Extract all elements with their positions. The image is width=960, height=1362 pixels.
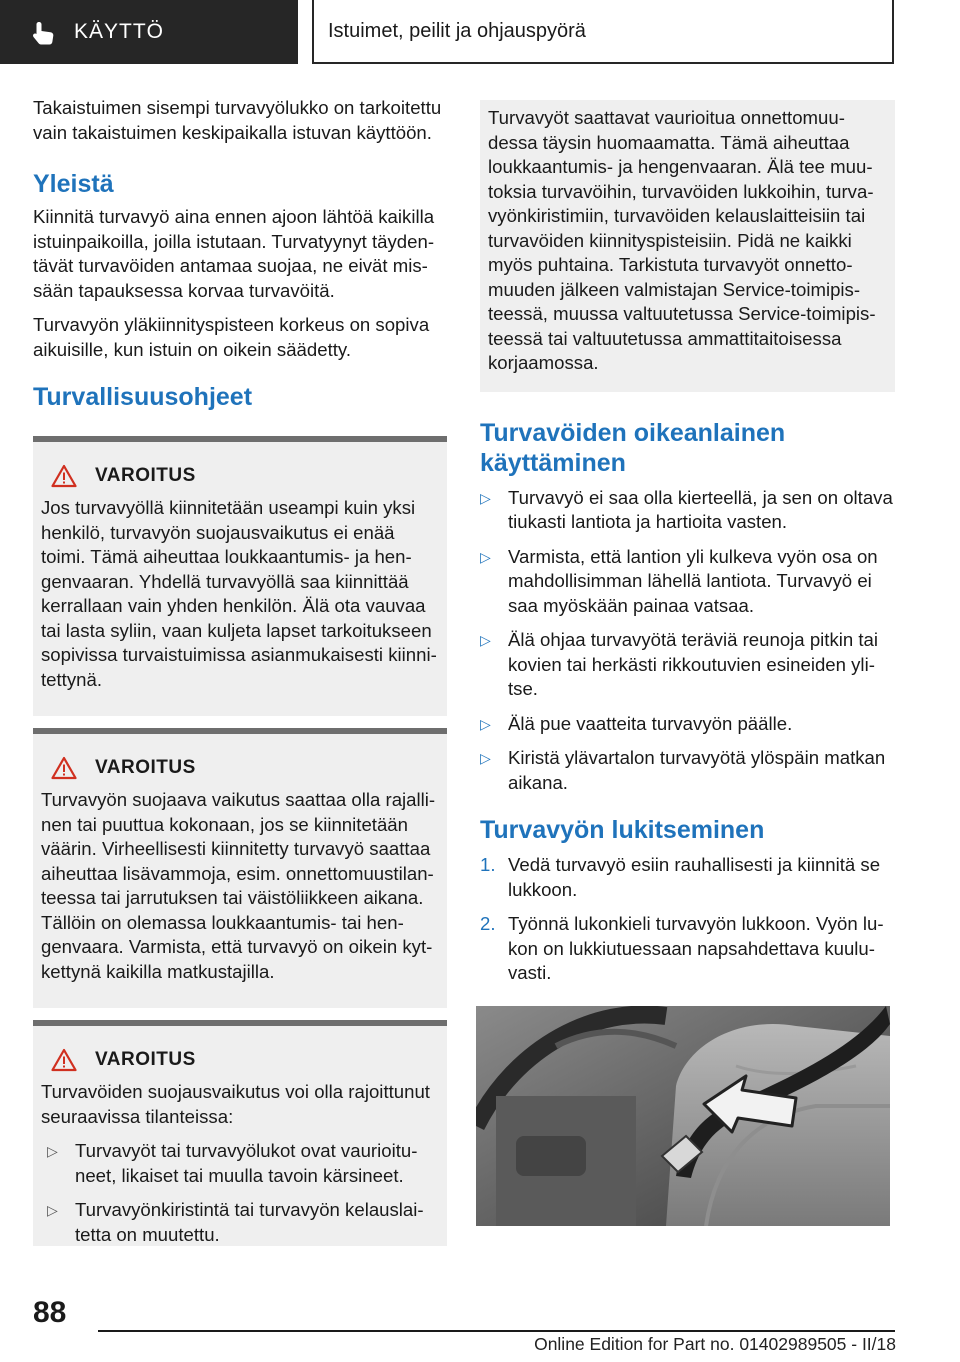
triangle-bullet-icon: ▷ <box>480 715 491 732</box>
warning-header <box>41 756 439 780</box>
triangle-bullet-icon: ▷ <box>480 750 491 766</box>
left-column <box>33 96 447 1246</box>
warning-box <box>33 728 447 1008</box>
list-item <box>41 1198 439 1247</box>
step-text: Työnnä lukonkieli turvavyön lukkoon. Vyön lukon on lukkiutuessaan napsahdettava kuuluvasti. <box>508 913 884 983</box>
chapter-title <box>312 0 894 64</box>
triangle-bullet-icon: ▷ <box>480 632 491 648</box>
warning-box <box>33 436 447 716</box>
triangle-bullet-icon: ▷ <box>480 489 491 506</box>
list-item-text: Älä pue vaatteita turvavyön päälle. <box>508 712 793 734</box>
safety-heading: Turvallisuusohjeet <box>33 383 253 411</box>
triangle-bullet-icon: ▷ <box>47 1143 58 1159</box>
warning-title: VAROITUS <box>95 465 196 486</box>
proper-use-heading-line-1: Turvavöiden oikeanlainen <box>480 418 786 447</box>
warning-title: VAROITUS <box>95 757 196 778</box>
list-item-text: Turvavyö ei saa olla kierteellä, ja sen on oltava tiukasti lantiota ja hartioita vasten. <box>508 486 893 532</box>
page-number: 88 <box>33 1296 67 1329</box>
warning-text: Turvavöiden suojausvaikutus voi olla rajoittunut seuraavissa tilanteissa: <box>41 1081 430 1127</box>
list-item <box>41 1139 439 1188</box>
seatbelt-photo-image <box>476 1006 890 1226</box>
footer-edition: Online Edition for Part no. 01402989505 - II/18 <box>534 1334 896 1354</box>
list-item-text: Älä ohjaa turvavyötä teräviä reunoja pitkin tai kovien tai herkästi rikkoutuvien esineiden ylitse. <box>508 629 879 699</box>
hand-pointer-icon <box>30 18 58 46</box>
yleista-heading: Yleistä <box>33 170 114 198</box>
triangle-bullet-icon: ▷ <box>480 548 491 565</box>
warning-triangle-icon <box>51 756 77 780</box>
intro-paragraph: Takaistuimen sisempi turvavyölukko on tarkoitettu vain takaistuimen keskipaikalla istuvan käyttöön. <box>33 97 442 143</box>
list-item <box>480 628 895 702</box>
warning-header <box>41 1048 439 1072</box>
info-box <box>480 100 895 392</box>
warning-text: Turvavyön suojaava vaikutus saattaa olla rajallinen tai puuttua kokonaan, jos se kiinnitetään väärin. Virheellisesti kiinnitetty turvavyö saattaa aiheuttaa lisävammoja, esim. onnettomuustilanteessa tai jarrutuksen tai väistöliikkeen aikana. Tällöin on olemassa loukkaantumis- tai hengenvaara. Varmista, että turvavyö on oikein kytkettynä kaikilla matkustajilla. <box>41 789 436 982</box>
warning-box <box>33 1020 447 1246</box>
warning-triangle-icon <box>51 1048 77 1072</box>
proper-use-heading <box>480 418 895 478</box>
list-item <box>480 712 895 737</box>
footer-rule <box>98 1330 895 1332</box>
proper-use-heading-line-2: käyttäminen <box>480 448 626 477</box>
step-text: Vedä turvavyö esiin rauhallisesti ja kiinnitä se lukkoon. <box>508 854 881 900</box>
list-item-text: Kiristä ylävartalon turvavyötä ylöspäin matkan aikana. <box>508 747 886 793</box>
warning-title: VAROITUS <box>95 1049 196 1070</box>
step-item <box>480 912 895 986</box>
right-column <box>480 100 895 996</box>
list-item <box>480 746 895 795</box>
seatbelt-illustration <box>476 1006 890 1226</box>
chapter-title-text: Istuimet, peilit ja ohjauspyörä <box>328 19 586 42</box>
list-item <box>480 486 895 535</box>
section-tab <box>0 0 298 64</box>
list-item-text: Turvavyöt tai turvavyölukot ovat vaurioituneet, likaiset tai muulla tavoin kärsineet. <box>75 1140 418 1186</box>
list-item <box>480 545 895 619</box>
locking-heading: Turvavyön lukitseminen <box>480 816 765 844</box>
section-label: KÄYTTÖ <box>74 20 165 43</box>
warning-text: Jos turvavyöllä kiinnitetään useampi kuin yksi henkilö, turvavyön suojausvaikutus ei enää toimi. Tämä aiheuttaa loukkaantumis- ja hengenvaaran. Yhdellä turvavyöllä saa kiinnittää kerrallaan vain yhden henkilön. Älä ota vauvaa tai lasta syliin, vaan kuljeta lapset tarkoitukseen sopivissa turvaistuimissa asianmukaisesti kiinnitettynä. <box>41 497 437 690</box>
warning-header <box>41 464 439 488</box>
warning-triangle-icon <box>51 464 77 488</box>
yleista-paragraph-1: Kiinnitä turvavyö aina ennen ajoon lähtöä kaikilla istuinpaikoilla, joilla istutaan. Turvatyynyt täydentävät turvavöiden antamaa suojaa, ne eivät missään tapauksessa korvaa turvavöitä. <box>33 206 435 301</box>
list-item-text: Varmista, että lantion yli kulkeva vyön osa on mahdollisimman lähellä lantiota. Turvavyö ei saa myöskään painaa vatsaa. <box>508 545 878 616</box>
info-text: Turvavyöt saattavat vaurioitua onnettomuudessa täysin huomaamatta. Tämä aiheuttaa loukkaantumis- ja hengenvaaran. Älä tee muutoksia turvavöihin, turvavöiden lukkoihin, turvavyönkiristimiin, turvavöiden kelauslaitteisiin tai turvavöiden kiinnityspisteisiin. Pidä ne kaikki myös puhtaina. Tarkistuta turvavyöt onnettomuuden jälkeen valmistajan Service-toimipisteessä, muussa valtuutetussa Service-toimipisteessä tai valtuutetussa ammattitaitoisessa korjaamossa. <box>488 107 876 373</box>
step-item <box>480 853 895 902</box>
yleista-paragraph-2: Turvavyön yläkiinnityspisteen korkeus on sopiva aikuisille, kun istuin on oikein säädetty. <box>33 314 430 360</box>
step-number: 2. <box>480 913 496 934</box>
step-number: 1. <box>480 854 496 875</box>
list-item-text: Turvavyönkiristintä tai turvavyön kelauslaitetta on muutettu. <box>75 1199 424 1245</box>
triangle-bullet-icon: ▷ <box>47 1202 58 1218</box>
